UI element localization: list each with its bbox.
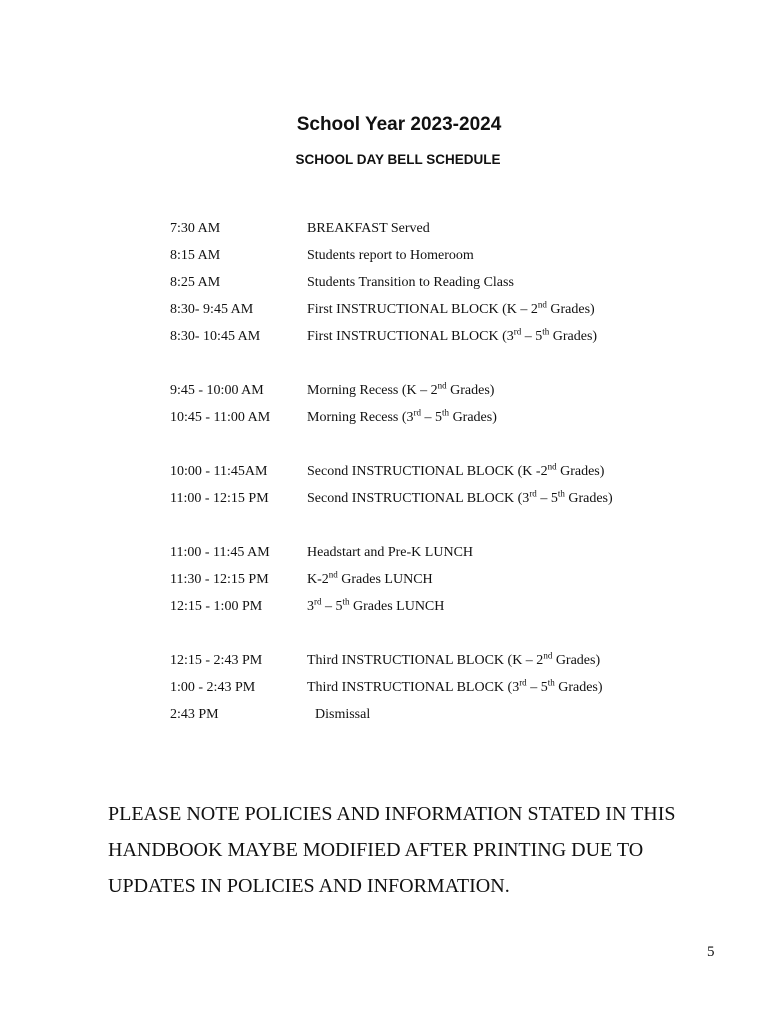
schedule-description: [307, 273, 514, 300]
description-text: Grades): [449, 410, 497, 425]
ordinal-suffix: rd: [413, 407, 422, 418]
description-text: Grades): [554, 680, 603, 695]
schedule-time: 2:43 PM: [170, 707, 219, 722]
schedule-description: [307, 678, 603, 705]
page-title: School Year 2023-2024: [296, 114, 502, 135]
schedule-row: [170, 246, 730, 273]
schedule-row: [170, 462, 730, 489]
schedule-time: 8:30- 10:45 AM: [170, 329, 261, 344]
schedule-row: [170, 273, 730, 300]
ordinal-suffix: nd: [547, 461, 557, 472]
schedule-time: 7:30 AM: [170, 221, 221, 236]
schedule-group: [170, 543, 730, 624]
description-text: Grades): [556, 464, 605, 479]
schedule-description: [307, 597, 444, 624]
description-text: Grades): [546, 302, 595, 317]
schedule-group: [170, 651, 730, 732]
schedule-row: [170, 678, 730, 705]
notice-line: UPDATES IN POLICIES AND INFORMATION.: [108, 875, 510, 897]
schedule-row: [170, 705, 730, 732]
notice-line: PLEASE NOTE POLICIES AND INFORMATION STATED IN THIS: [108, 803, 676, 825]
ordinal-suffix: th: [557, 488, 565, 499]
ordinal-suffix: rd: [314, 596, 322, 607]
schedule-time: 12:15 - 1:00 PM: [170, 599, 263, 614]
description-text: – 5: [521, 329, 543, 344]
schedule-row: [170, 597, 730, 624]
schedule-description: [307, 327, 597, 354]
bell-schedule-table: [170, 219, 730, 759]
schedule-subtitle: SCHOOL DAY BELL SCHEDULE: [295, 152, 501, 167]
description-text: – 5: [321, 599, 343, 614]
schedule-time: 8:30- 9:45 AM: [170, 302, 254, 317]
ordinal-suffix: nd: [437, 380, 447, 391]
ordinal-suffix: rd: [519, 677, 527, 688]
schedule-time: 8:25 AM: [170, 275, 221, 290]
description-text: Grades): [549, 329, 598, 344]
ordinal-suffix: nd: [543, 650, 553, 661]
description-text: K-2: [307, 572, 329, 587]
description-text: Students report to Homeroom: [307, 248, 474, 263]
description-text: First INSTRUCTIONAL BLOCK (K – 2: [307, 302, 538, 317]
description-text: Dismissal: [315, 707, 371, 722]
schedule-description: [307, 462, 604, 489]
handbook-notice: [108, 796, 728, 904]
description-text: – 5: [421, 410, 443, 425]
schedule-row: [170, 300, 730, 327]
schedule-description: [307, 651, 600, 678]
schedule-group: [170, 462, 730, 516]
schedule-time: 11:00 - 12:15 PM: [170, 491, 269, 506]
description-text: Second INSTRUCTIONAL BLOCK (3: [307, 491, 530, 506]
ordinal-suffix: nd: [537, 299, 547, 310]
description-text: – 5: [526, 680, 548, 695]
description-text: Third INSTRUCTIONAL BLOCK (3: [307, 680, 520, 695]
description-text: Morning Recess (K – 2: [307, 383, 438, 398]
ordinal-suffix: rd: [529, 488, 537, 499]
schedule-row: [170, 381, 730, 408]
description-text: Grades): [564, 491, 613, 506]
schedule-description: [307, 381, 494, 408]
schedule-time: 10:45 - 11:00 AM: [170, 410, 271, 425]
ordinal-suffix: nd: [328, 569, 338, 580]
description-text: Headstart and Pre-K LUNCH: [307, 545, 474, 560]
schedule-description: [307, 300, 595, 327]
description-text: BREAKFAST Served: [307, 221, 430, 236]
schedule-description: [307, 570, 433, 597]
ordinal-suffix: th: [542, 326, 550, 337]
schedule-description: [307, 543, 473, 570]
schedule-time: 9:45 - 10:00 AM: [170, 383, 264, 398]
schedule-time: 12:15 - 2:43 PM: [170, 653, 263, 668]
schedule-group: [170, 219, 730, 354]
page-number: 5: [707, 944, 715, 960]
schedule-description: [307, 408, 497, 435]
description-text: Students Transition to Reading Class: [307, 275, 514, 290]
schedule-description: [307, 246, 474, 273]
schedule-description: [307, 489, 613, 516]
description-text: – 5: [536, 491, 558, 506]
description-text: Grades LUNCH: [349, 599, 445, 614]
schedule-time: 10:00 - 11:45AM: [170, 464, 268, 479]
schedule-time: 11:30 - 12:15 PM: [170, 572, 269, 587]
description-text: Grades LUNCH: [337, 572, 433, 587]
schedule-description: [307, 705, 370, 732]
ordinal-suffix: th: [547, 677, 555, 688]
description-text: 3: [307, 599, 314, 614]
description-text: First INSTRUCTIONAL BLOCK (3: [307, 329, 514, 344]
schedule-row: [170, 543, 730, 570]
description-text: Second INSTRUCTIONAL BLOCK (K -2: [307, 464, 548, 479]
schedule-row: [170, 570, 730, 597]
ordinal-suffix: rd: [513, 326, 522, 337]
schedule-row: [170, 408, 730, 435]
schedule-time: 8:15 AM: [170, 248, 221, 263]
ordinal-suffix: th: [442, 407, 450, 418]
schedule-row: [170, 327, 730, 354]
schedule-row: [170, 489, 730, 516]
description-text: Grades): [552, 653, 601, 668]
description-text: Morning Recess (3: [307, 410, 414, 425]
description-text: Grades): [446, 383, 495, 398]
ordinal-suffix: th: [342, 596, 350, 607]
schedule-row: [170, 219, 730, 246]
schedule-time: 1:00 - 2:43 PM: [170, 680, 256, 695]
notice-line: HANDBOOK MAYBE MODIFIED AFTER PRINTING DUE TO: [108, 839, 644, 861]
description-text: Third INSTRUCTIONAL BLOCK (K – 2: [307, 653, 544, 668]
schedule-row: [170, 651, 730, 678]
schedule-description: [307, 219, 430, 246]
schedule-time: 11:00 - 11:45 AM: [170, 545, 270, 560]
schedule-group: [170, 381, 730, 435]
